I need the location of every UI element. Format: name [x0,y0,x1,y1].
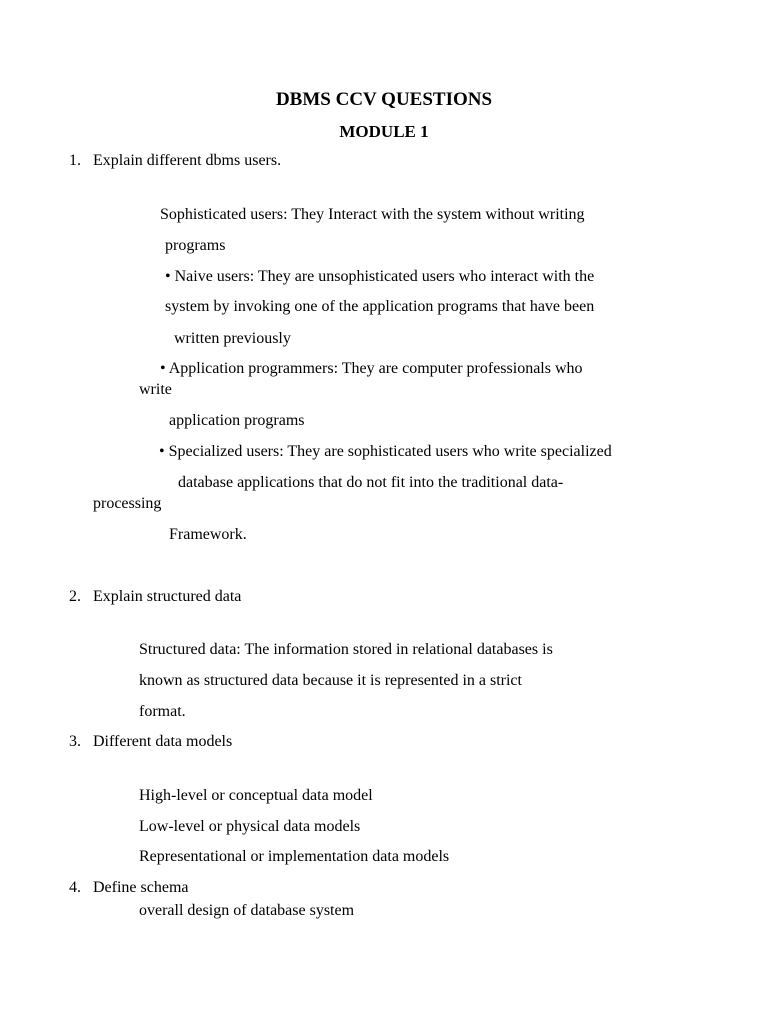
answer-line: known as structured data because it is represented in a strict [139,672,522,689]
answer-line: processing [93,495,162,512]
module-heading: MODULE 1 [339,122,429,141]
answer-line: Sophisticated users: They Interact with the system without writing [160,206,585,223]
answer-line: system by invoking one of the application programs that have been [165,298,595,315]
answer-line: High-level or conceptual data model [139,787,373,804]
question-text: Explain different dbms users. [93,152,282,169]
question-number: 1. [69,152,81,169]
answer-line: programs [165,237,226,254]
answer-line: application programs [169,412,305,429]
answer-line: • Naive users: They are unsophisticated users who interact with the [165,268,595,285]
question-text: Define schema [93,879,189,896]
answer-line: • Application programmers: They are computer professionals who [160,360,583,377]
answer-line: Framework. [169,526,247,543]
answer-line: Structured data: The information stored in relational databases is [139,641,553,658]
answer-line: written previously [174,330,291,347]
answer-line: format. [139,703,186,720]
answer-line: Representational or implementation data models [139,848,450,865]
question-number: 2. [69,588,81,605]
answer-line: write [139,381,172,398]
document-title: DBMS CCV QUESTIONS [275,89,493,110]
question-text: Explain structured data [93,588,242,605]
answer-line: Low-level or physical data models [139,818,361,835]
answer-line: • Specialized users: They are sophisticated users who write specialized [159,443,612,460]
question-text: Different data models [93,733,233,750]
question-number: 4. [69,879,81,896]
question-number: 3. [69,733,81,750]
answer-line: overall design of database system [139,902,355,919]
answer-line: database applications that do not fit into the traditional data- [178,474,564,491]
